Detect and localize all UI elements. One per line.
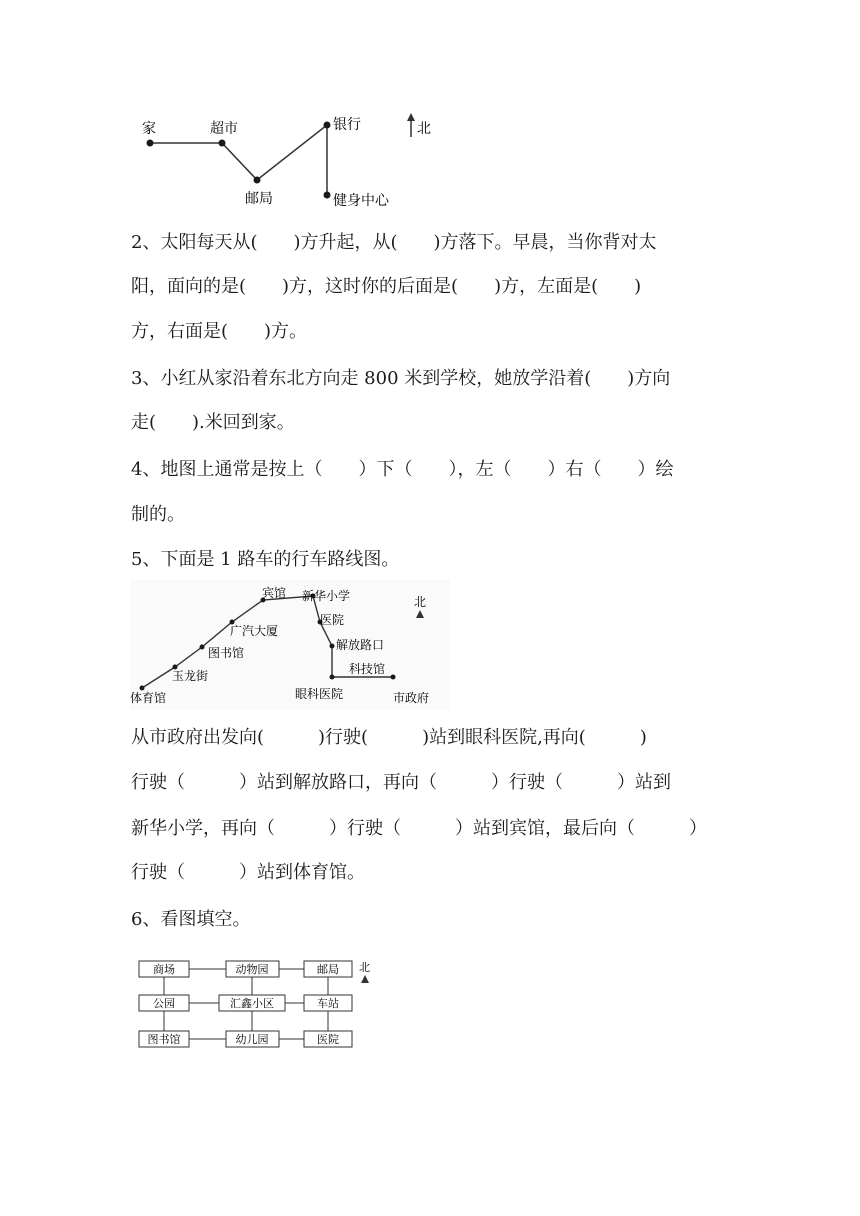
q2-line2: 阳，面向的是( )方，这时你的后面是( )方，左面是( ) xyxy=(131,276,642,297)
stop-dot xyxy=(200,645,205,650)
bus-route-map xyxy=(130,580,450,710)
q5-line4: 行驶（ ）站到体育馆。 xyxy=(131,862,365,883)
north-label: 北 xyxy=(359,961,370,974)
place-label: 邮局 xyxy=(317,963,339,976)
north-arrow-head-icon xyxy=(407,113,415,121)
q3-line1: 3、小红从家沿着东北方向走 800 米到学校，她放学沿着( )方向 xyxy=(131,368,671,389)
place-label: 公园 xyxy=(153,997,175,1010)
stop-dot xyxy=(330,644,335,649)
north-arrow-icon xyxy=(361,975,369,983)
supermarket-dot xyxy=(219,140,226,147)
stop-label: 医院 xyxy=(320,613,345,627)
home-label: 家 xyxy=(142,121,156,137)
north-label: 北 xyxy=(417,121,431,137)
bank-label: 银行 xyxy=(333,117,361,133)
north-label: 北 xyxy=(414,595,427,609)
stop-label: 图书馆 xyxy=(208,646,245,660)
stop-dot xyxy=(330,675,335,680)
home-dot xyxy=(147,140,154,147)
stop-label: 广汽大厦 xyxy=(230,624,279,638)
stop-label: 宾馆 xyxy=(262,586,287,600)
q5-line2: 行驶（ ）站到解放路口，再向（ ）行驶（ ）站到 xyxy=(131,772,671,793)
q2-line1: 2、太阳每天从( )方升起，从( )方落下。早晨，当你背对太 xyxy=(131,232,657,253)
fitness-label: 健身中心 xyxy=(333,193,389,209)
q5-line1: 从市政府出发向( )行驶( )站到眼科医院,再向( ) xyxy=(131,727,647,748)
place-grid-map xyxy=(135,955,385,1055)
route-line xyxy=(150,125,327,180)
stop-label: 科技馆 xyxy=(349,662,386,676)
stop-label: 市政府 xyxy=(393,691,430,705)
stop-dot xyxy=(140,686,145,691)
stop-label: 解放路口 xyxy=(336,638,385,652)
q4-line2: 制的。 xyxy=(131,504,185,525)
bank-dot xyxy=(324,122,331,129)
post-office-dot xyxy=(254,177,261,184)
q3-line2: 走( ).米回到家。 xyxy=(131,412,295,433)
place-label: 医院 xyxy=(317,1033,339,1046)
stop-label: 眼科医院 xyxy=(295,687,344,701)
place-label: 汇鑫小区 xyxy=(230,997,274,1010)
q6-title: 6、看图填空。 xyxy=(131,909,251,930)
place-label: 商场 xyxy=(153,963,175,976)
stop-label: 玉龙街 xyxy=(172,669,209,683)
place-label: 图书馆 xyxy=(147,1033,181,1046)
supermarket-label: 超市 xyxy=(210,121,238,137)
place-label: 车站 xyxy=(317,997,339,1010)
q5-line3: 新华小学，再向（ ）行驶（ ）站到宾馆，最后向（ ） xyxy=(131,818,707,839)
post-office-label: 邮局 xyxy=(245,191,273,207)
fitness-dot xyxy=(324,192,331,199)
q2-line3: 方，右面是( )方。 xyxy=(131,321,308,342)
stop-dot xyxy=(391,675,396,680)
place-label: 幼儿园 xyxy=(235,1033,269,1046)
route-map-1 xyxy=(130,105,450,215)
stop-label: 新华小学 xyxy=(302,589,351,603)
q4-line1: 4、地图上通常是按上（ ）下（ ），左（ ）右（ ）绘 xyxy=(131,459,674,480)
place-label: 动物园 xyxy=(235,963,269,976)
stop-label: 体育馆 xyxy=(130,691,167,705)
q5-title: 5、下面是 1 路车的行车路线图。 xyxy=(131,549,400,570)
